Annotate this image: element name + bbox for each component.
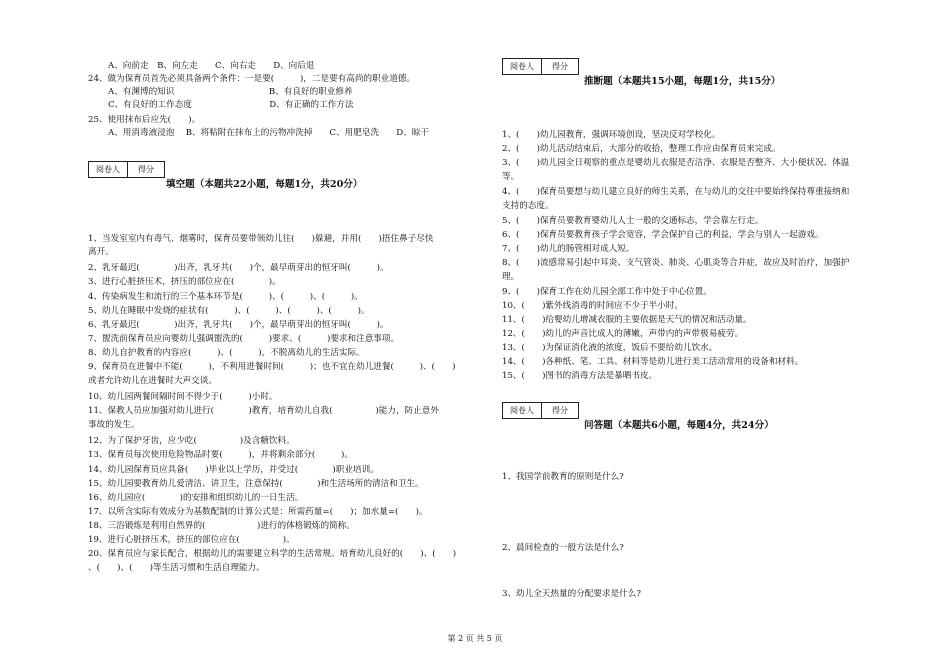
score-box-judgement (502, 58, 579, 75)
score-box-score-label: 得分 (138, 165, 154, 174)
judgement-question-line: 1、( )幼儿园教育，强调环境创设，坚决反对学校化。 (502, 130, 721, 140)
fill-in-question-line: 8、幼儿自护教育的内容应( )、( )，不脱离幼儿的生活实际。 (88, 348, 365, 358)
judgement-question-line: 2、( )幼儿活动结束后，大部分的收拾，整理工作应由保育员来完成。 (502, 144, 781, 154)
page-footer: 第 2 页 共 5 页 (447, 634, 503, 643)
fill-in-question-line: 5、幼儿在睡眠中发烧的症状有( )、( )、( )、( )。 (88, 306, 370, 316)
section-title-fill-in: 填空题（本题共22小题，每题1分，共20分） (166, 179, 363, 190)
question-text-line: C、有良好的工作态度 D、有正确的工作方法 (108, 100, 354, 110)
fill-in-question-line: 10、幼儿园两餐间隔时间不得少于( )小时。 (88, 392, 278, 402)
question-text-line: 24、做为保育员首先必须具备两个条件：一是要( )，二是要有高尚的职业道德。 (88, 74, 416, 84)
section-title-qa: 问答题（本题共6小题，每题4分，共24分） (584, 420, 774, 431)
fill-in-question-line: 7、盥洗前保育员应向婴幼儿强调盥洗的( )要求、( )要求和注意事项。 (88, 334, 400, 344)
score-box-reviewer-label: 阅卷人 (503, 403, 542, 418)
judgement-question-line: 6、( )保育员要教育孩子学会宽容，学会保护自己的利益，学会与别人一起游戏。 (502, 230, 824, 240)
fill-in-question-line: 、( )、( )等生活习惯和生活自理能力。 (88, 563, 265, 573)
fill-in-question-line: 3、进行心脏挤压术，挤压的部位应在( )。 (88, 277, 281, 287)
judgement-question-line: 4、( )保育员要想与幼儿建立良好的师生关系，在与幼儿的交往中要始终保持尊重接纳和 (502, 187, 850, 197)
judgement-question-line: 8、( )流感常易引起中耳炎、支气管炎、肺炎、心肌炎等合并症，故应及时治疗，加强护 (502, 258, 850, 268)
question-text-line: A、有渊博的知识 B、有良好的职业修养 (108, 87, 353, 97)
qa-question-line: 3、幼儿全天热量的分配要求是什么? (502, 589, 641, 599)
judgement-question-line: 13、( )为保证消化液的浓度，饭后不要给幼儿饮水。 (502, 343, 718, 353)
judgement-question-line: 3、( )幼儿园全日观察的重点是婴幼儿衣服是否洁净、衣服是否整齐、大小便状况、体温 (502, 158, 850, 168)
fill-in-question-line: 4、传染病发生和流行的三个基本环节是( )、( )、( )。 (88, 292, 363, 302)
fill-in-question-line: 2、乳牙最迟( )出齐，乳牙共( )个，最早萌芽出的恒牙叫( )。 (88, 263, 389, 273)
question-text-line: A、向前走 B、向左走 C、向右走 D、向后退 (108, 61, 315, 71)
fill-in-question-line: 12、为了保护牙齿，应少吃( )及含糖饮料。 (88, 436, 295, 446)
fill-in-question-line: 15、幼儿园要教育幼儿爱清洁、讲卫生，注意保持( )和生活场所的清洁和卫生。 (88, 479, 424, 489)
judgement-question-line: 支持的态度。 (502, 201, 554, 211)
judgement-question-line: 7、( )幼儿的肠管相对成人短。 (502, 244, 635, 254)
score-box-score-label: 得分 (552, 62, 568, 71)
score-box-reviewer-label: 阅卷人 (503, 59, 542, 74)
judgement-question-line: 9、( )保育工作在幼儿园全部工作中处于中心位置。 (502, 287, 712, 297)
judgement-question-line: 14、( )各种纸、笔、工具、材料等是幼儿进行美工活动常用的设备和材料。 (502, 357, 804, 367)
score-box-score-label: 得分 (552, 406, 568, 415)
question-text-line: 25、使用抹布后应先( )。 (88, 115, 201, 125)
fill-in-question-line: 离开。 (88, 247, 114, 257)
fill-in-question-line: 事故的发生。 (88, 420, 140, 430)
fill-in-question-line: 19、进行心脏挤压术，挤压的部位应在( )。 (88, 535, 295, 545)
judgement-question-line: 10、( )紫外线消毒的时间应不少于半小时。 (502, 301, 683, 311)
fill-in-question-line: 18、三浴锻炼是利用自然界的( )进行的体格锻炼的简称。 (88, 521, 355, 531)
fill-in-question-line: 或者允许幼儿在进餐时大声交谈。 (88, 376, 217, 386)
score-box-fill-in (88, 161, 165, 178)
judgement-question-line: 15、( )图书的消毒方法是暴晒书皮。 (502, 371, 658, 381)
fill-in-question-line: 16、幼儿园应( )的安排和组织幼儿的一日生活。 (88, 493, 304, 503)
judgement-question-line: 5、( )保育员要教育婴幼儿人士一般的交通标志，学会靠左行走。 (502, 216, 764, 226)
qa-question-line: 1、我国学前教育的原则是什么? (502, 472, 624, 482)
question-text-line: A、用消毒液浸泡 B、将粘附在抹布上的污物冲洗掉 C、用肥皂洗 D、晾干 (108, 128, 429, 138)
fill-in-question-line: 9、保育员在进餐中不能( )，不利用进餐时间( )；也不宜在幼儿进餐( )、( ) (88, 362, 456, 372)
fill-in-question-line: 13、保育员每次使用危险物品时要( )，并将剩余部分( )。 (88, 450, 353, 460)
fill-in-question-line: 17、以所含实际有效成分为基数配制的计算公式是：所需药量=( )；加水量=( )。 (88, 507, 428, 517)
fill-in-question-line: 11、保教人员应加强对幼儿进行( )教育，培育幼儿自我( )能力，防止意外 (88, 406, 439, 416)
qa-question-line: 2、晨间检查的一般方法是什么? (502, 543, 624, 553)
score-box-qa (502, 402, 579, 419)
fill-in-question-line: 20、保育员应与家长配合，根据幼儿的需要建立科学的生活常规。培育幼儿良好的( )、( ) (88, 549, 457, 559)
section-title-judgement: 推断题（本题共15小题，每题1分，共15分） (584, 76, 781, 87)
judgement-question-line: 理。 (502, 272, 520, 282)
score-box-reviewer-label: 阅卷人 (89, 162, 128, 177)
fill-in-question-line: 6、乳牙最迟( )出齐，乳牙共( )个，最早萌芽出的恒牙叫( )。 (88, 320, 389, 330)
fill-in-question-line: 1、当发室室内有毒气、烟雾时，保育员要带领幼儿往( )躲避，并用( )捂住鼻子尽快 (88, 234, 434, 244)
judgement-question-line: 12、( )幼儿的声音比成人的薄嫩，声带内的声带极易疲劳。 (502, 329, 744, 339)
judgement-question-line: 11、( )给婴幼儿增减衣服的主要依据是天气的情况和活动量。 (502, 315, 752, 325)
judgement-question-line: 等。 (502, 172, 520, 182)
fill-in-question-line: 14、幼儿园保育员应具备( )毕业以上学历，并受过( )职业培训。 (88, 465, 379, 475)
